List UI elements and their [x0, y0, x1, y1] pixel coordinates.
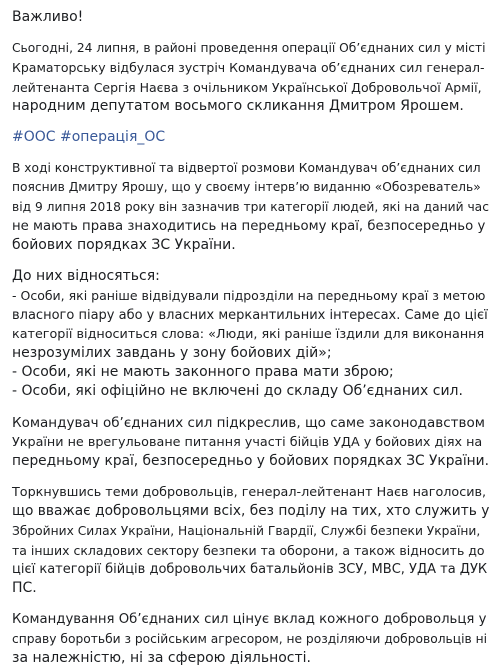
text-line: передньому краї, безпосередньо у бойових порядках ЗС України. [12, 453, 489, 470]
text-line: за належністю, ні за сферою діяльності. [12, 649, 311, 666]
heading-line: Важливо! [12, 9, 84, 25]
paragraph-meeting [12, 39, 489, 116]
text-line: справу боротьби з російським агресором, не розділяючи добровольців ні [12, 631, 488, 646]
text-line: України не врегульоване питання участі бійців УДА у бойових діях на [12, 434, 483, 450]
hashtag-link-oos[interactable]: #ООС [12, 129, 56, 146]
text-line: - Особи, які не мають законного права мати зброю; [12, 364, 394, 381]
text-line: Торкнувшись теми добровольців, генерал-лейтенант Наєв наголосив, [12, 485, 487, 501]
paragraph-appreciation [12, 610, 489, 668]
text-line: Збройних Силах України, Національній Гвардії, Службі безпеки України, [12, 523, 481, 538]
paragraph-conversation [12, 159, 489, 255]
text-line: бойових порядках ЗС України. [12, 237, 236, 254]
paragraph-categories [12, 267, 489, 401]
text-line: власного піару або у власних меркантильних інтересах. Саме до цієї [12, 307, 488, 323]
text-line: - Особи, які офіційно не включені до складу Об’єднаних сил. [12, 383, 463, 400]
text-line: Командування Об’єднаних сил цінує вклад кожного добровольця у [12, 612, 487, 628]
text-line: До них відносяться: [12, 268, 160, 285]
text-line: від 9 липня 2018 року він зазначив три категорії людей, які на даний час [12, 199, 489, 214]
text-line: цієї категорії бійців добровольчих батальйонів ЗСУ, МВС, УДА та ДУК [12, 562, 488, 578]
hashtag-link-operation[interactable]: #операція_ОС [60, 129, 166, 146]
hashtags [12, 128, 489, 147]
paragraph-volunteers [12, 483, 489, 598]
text-line: незрозумілих завдань у зону бойових дій»; [12, 345, 332, 362]
text-line: В ході конструктивної та відвертої розмови Командувач об’єднаних сил [12, 161, 481, 176]
text-line: категорії відноситься слова: «Люди, які раніше їздили для виконання [12, 326, 485, 342]
text-line: що вважає добровольцями всіх, без поділу на тих, хто служить у [12, 503, 490, 520]
text-line: народним депутатом восьмого скликання Дмитром Ярошем. [12, 97, 464, 114]
text-line: не мають права знаходитись на передньому краї, безпосередньо у [12, 218, 486, 234]
text-line: ПС. [12, 580, 37, 597]
post-heading [12, 8, 489, 27]
text-line: Краматорську відбулася зустріч Командувача об’єднаних сил генерал- [12, 60, 485, 76]
text-line: лейтенанта Сергія Наєва з очільником Української Добровольчої Армії, [12, 79, 482, 95]
paragraph-legislation [12, 414, 489, 472]
text-line: Командувач об’єднаних сил підкреслив, що саме законодавством [12, 414, 485, 431]
text-line: Сьогодні, 24 липня, в районі проведення операції Об’єднаних сил у місті [12, 41, 486, 56]
text-line: - Особи, які раніше відвідували підрозділи на передньому краї з метою [12, 288, 486, 304]
text-line: пояснив Дмитру Ярошу, що у своєму інтерв’ю виданню «Обозреватель» [12, 180, 481, 195]
text-line: та інших складових сектору безпеки та оборони, а також відносить до [12, 542, 485, 558]
